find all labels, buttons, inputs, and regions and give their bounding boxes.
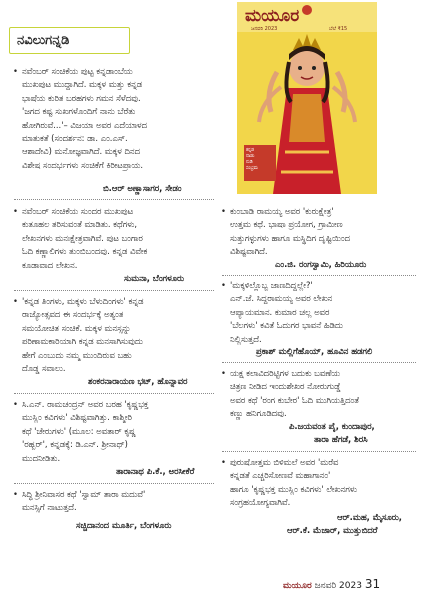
letter-text: ಸಿದ್ಧಿ ಶ್ರೀನಿವಾಸರ ಕಥೆ 'ಸ್ವಾಮ್ ತಾರಾ ಮದುವೆ' ಮನಸ್ಸಿಗೆ ನಾಟುತ್ತದೆ. [21, 489, 146, 513]
letter-signature: ಪಿ.ಜಯವಂತ ಪೈ, ಕುಂದಾಪುರ, [289, 421, 375, 431]
bullet-icon: • [13, 206, 18, 216]
divider [14, 393, 214, 394]
letter-text: ಪುರುಷೋತ್ತಮ ಬಿಳಿಮಲೆ ಅವರ 'ಮರೆವ ಕನ್ನಡತೆ ಎಚ್ಚರಿಸೋಣವೆ ಮಹಾಗಾನಂ' ಹಾಗೂ 'ಕೃಷ್ಣಭಕ್ತ ಮುಸ್ಲಿಂ ಕವಿಗಳು' ಲೇಖನಗಳು ಸಂಗ್ರಹಯೋಗ್ಯವಾಗಿವೆ. [229, 457, 358, 508]
cover-feature-text: ಕನ್ನಡ ನಾಡು ನುಡಿ ಸಂಭ್ರಮ [246, 148, 258, 171]
footer-magazine-name: ಮಯೂರ [283, 581, 312, 591]
letter-entry [221, 205, 417, 259]
footer-month: ಜನವರಿ 2023 [314, 581, 362, 591]
divider [222, 362, 416, 363]
letter-signature: ಸುಮನಾ, ಬೆಂಗಳೂರು [124, 273, 185, 283]
letter-text: ನವೆಂಬರ್ ಸಂಚಿಕೆಯ ಸುಂದರ ಮುಖಪುಟ ಕುತೂಹಲ ತರಿಸುವಂತೆ ಮಾಡಿತು. ಕಥೆಗಳು, ಲೇಖನಗಳು ಮನಃಕ್ಷೇತ್ರವಾಗಿವೆ. ಪುಟ ಬಂಗಾರ ಓದಿ ಕಣ್ಣಾಲಿಗಳು ತುಂಬಿಬಂದವು. ಕನ್ನಡ ವಿವೇಕ ಕೂಡಾವಾದ ಲೇಖನ. [21, 206, 148, 270]
letter-signature-2: ತಾರಾ ಹೆಗಡೆ, ಶಿರಸಿ [314, 434, 368, 444]
bullet-icon: • [13, 399, 18, 409]
bullet-icon: • [13, 66, 18, 76]
letter-entry [13, 398, 215, 465]
letter-entry [13, 205, 215, 272]
letter-entry [221, 456, 417, 510]
section-title-box [9, 27, 130, 54]
divider [14, 290, 214, 291]
letter-signature: ಶಂಕರನಾರಾಯಣ ಭಟ್, ಹೊನ್ನಾವರ [88, 376, 188, 386]
cover-logo-icon [302, 5, 312, 15]
letter-text: 'ಕನ್ನಡ ತಿಂಗಳು, ಮಕ್ಕಳು ಬೆಳುದಿಂಗಳು' ಕನ್ನಡ ರಾಜ್ಯೋತ್ಸವದ ಈ ಸಂದರ್ಭಕ್ಕೆ ಅತ್ಯಂತ ಸಮಯೋಚಿತ ಸಂಚಿಕೆ. ಮಕ್ಕಳ ಮನಸ್ಸನ್ನು ಪರಿಣಾಮಕಾರಿಯಾಗಿ ಕನ್ನಡ ಮನಸಾಗಿಸುವುದು ಹೇಗೆ ಎಂಬುದು ನಮ್ಮ ಮುಂದಿರುವ ಬಹು ದೊಡ್ಡ ಸವಾಲು. [21, 296, 144, 374]
bullet-icon: • [221, 368, 226, 378]
page-number: 31 [364, 577, 381, 591]
bullet-icon: • [221, 206, 226, 216]
letter-entry [221, 279, 417, 346]
letter-entry [13, 295, 215, 375]
cover-issue-month: ಜನವರಿ 2023 [251, 26, 278, 32]
page-footer [283, 577, 380, 591]
bullet-icon: • [221, 280, 226, 290]
divider [222, 275, 416, 276]
bullet-icon: • [13, 489, 18, 499]
letter-signature: ಪ್ರಕಾಶ್ ಮಲ್ಲಿಗೆಹೊಯ್, ಹೂವಿನ ಹಡಗಲಿ [256, 346, 373, 356]
letter-signature: ಆರ್.ಮಹ, ಮೈಸೂರು, [337, 512, 402, 522]
letter-signature: ತಾರಾನಾಥ ಪಿ.ಕೆ., ಅರಸೀಕೆರೆ [116, 466, 195, 476]
letter-signature: ಎಂ.ಜಿ. ರಂಗಸ್ವಾಮಿ, ಹಿರಿಯೂರು [275, 259, 367, 269]
cover-masthead: ಮಯೂರ [245, 6, 300, 26]
magazine-cover-image [237, 2, 377, 194]
bullet-icon: • [13, 296, 18, 306]
letter-text: 'ಮಕ್ಕಳಿಲ್ಲೊಬ್ಬ ಜಾಣದಿದ್ದಲ್ಲೇ?' ಎನ್.ಜೆ. ಸಿದ್ದರಾಮಯ್ಯ ಅವರ ಲೇಖನ ಆಪ್ಯಾಯಮಾನ. ಕುಮಾರ ಚಲ್ಲ ಅವರ 'ಬೆಲಗಳು' ಕವಿತೆ ಓದುಗರ ಭಾವನೆ ಹಿಡಿದು ನಿಲ್ಲಿಸುತ್ತದೆ. [229, 280, 343, 344]
letter-entry [13, 65, 215, 172]
letter-signature: ಬಿ.ಆರ್ ಅಣ್ಣಾಸಾಗರ, ಸೇಡಂ [103, 183, 182, 193]
cover-price: ಬೆಲೆ ₹15 [329, 26, 348, 32]
letter-entry [221, 367, 417, 421]
letter-text: ನವೆಂಬರ್ ಸಂಚಿಕೆಯ ಪುಟ್ಟ ಕನ್ನಡಾಂಬೆಯ ಮುಖಪುಟ ಮುದ್ದಾಗಿದೆ. ಮಕ್ಕಳ ಮತ್ತು ಕನ್ನಡ ಭಾಷೆಯ ಕುರಿತ ಬರಹಗಳು ಗಮನ ಸೆಳೆದವು. 'ಜಗದ ಕಷ್ಟ ಸುಖಗಳೊಂದಿಗೆ ನಾನು ಬೆರೆತು ಹೋಗಿರುವೆ...'– ವಿಜಯಾ ಅವರ ಎದೆಯಾಳದ ಮಾತುಕತೆ (ಸಂದರ್ಶನ: ಡಾ. ಎಂ.ಎಸ್. ಆಶಾದೇವಿ) ಮನೋಜ್ಞವಾಗಿದೆ. ಮಕ್ಕಳ ದಿನದ ವಿಶೇಷ ಸಂದರ್ಭಗಳು ಸಂಚಿಕೆಗೆ ಕಿರೀಟಪ್ರಾಯ. [21, 66, 147, 170]
letter-text: ಕುಂಬಾಡಿ ರಾಮಯ್ಯ ಅವರ 'ಕುರುಕ್ಷೇತ್ರ' ಉತ್ತಮ ಕಥೆ. ಭಾಷಾ ಪ್ರಯೋಗ, ಗ್ರಾಮೀಣ ಸುತ್ತುಗಳ್ಳುಗಳು ಹಾಗೂ ಮಸ್ಥಿದಿಗ ದೃಷ್ಟಿಯಿಂದ ವಿಶಿಷ್ಟವಾಗಿದೆ. [229, 206, 351, 257]
divider [222, 451, 416, 452]
letter-entry [13, 488, 215, 515]
bullet-icon: • [221, 457, 226, 467]
divider [14, 483, 214, 484]
section-title: ನವಿಲುಗನ್ನಡಿ [17, 33, 70, 48]
letter-signature-2: ಆರ್.ಕೆ. ಮೆಜಾರ್, ಮುತ್ತುಬಿದರೆ [287, 525, 378, 535]
letter-text: ಸಿ.ಎನ್. ರಾಮಚಂದ್ರನ್ ಅವರ ಬರಹ 'ಕೃಷ್ಣಭಕ್ತ ಮುಸ್ಲಿಂ ಕವಿಗಳು' ವಿಶಿಷ್ಟವಾಗಿತ್ತು. ಕಾಶ್ಮೀರಿ ಕಥೆ 'ಚೇರುಗಳು' (ಮೂಲ: ಅವತಾರ್ ಕೃಷ್ಣ 'ರಹ್ಬರ್', ಕನ್ನಡಕ್ಕೆ: ಡಿ.ಎನ್. ಶ್ರೀನಾಥ್) ಮುದನೀಡಿತು. [21, 399, 149, 463]
divider [14, 199, 214, 200]
letter-signature: ಸಚ್ಚಿದಾನಂದ ಮೂರ್ತಿ, ಬೆಂಗಳೂರು [76, 520, 172, 530]
letter-text: ಯಕ್ಷ ಕಲಾವಿದರಿಟ್ಟಿಗಳ ಬದುಕು ಬವಣೆಯ ಚಿತ್ರಣ ನೀಡಿದ ಇಂದುಶೇಖರ ನೋರುಗುಡ್ಡೆ ಅವರ ಕಥೆ 'ರಂಗ ಕುಬೇರ' ಓದಿ ಮುಗಿಯತ್ತಿದಂತೆ ಕಣ್ಣು ಹನಿಗೂಡಿದವು. [229, 368, 359, 419]
